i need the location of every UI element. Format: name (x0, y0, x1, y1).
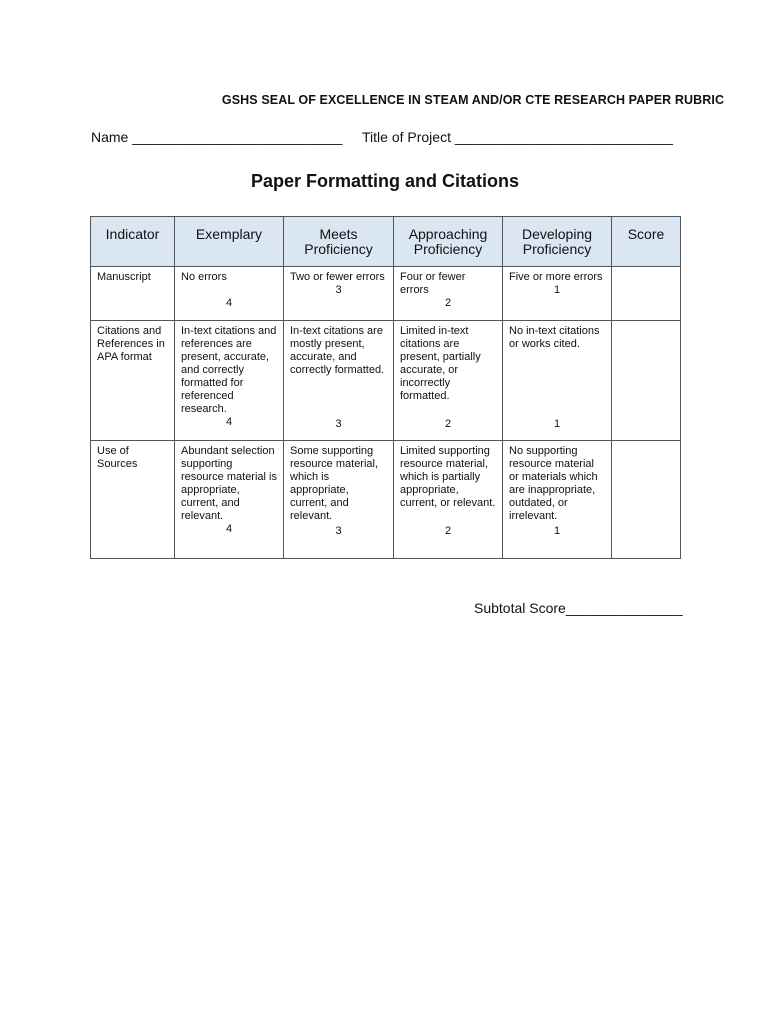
section-title (0, 171, 770, 192)
exemplary-description: No errors (181, 271, 227, 283)
header-exemplary: Exemplary (175, 217, 284, 267)
exemplary-cell (175, 267, 284, 321)
exemplary-description: Abundant selection supporting resource material is appropriate, current, and relevant. (181, 445, 277, 522)
table-row (91, 441, 681, 559)
approaching-description: Limited supporting resource material, which is partially appropriate, current, or relevant. (400, 445, 496, 509)
meets-points: 3 (335, 418, 342, 430)
developing-points: 1 (553, 284, 561, 296)
document-title (0, 93, 770, 107)
approaching-cell (394, 267, 503, 321)
developing-points: 1 (553, 418, 561, 430)
developing-cell (503, 267, 612, 321)
header-developing: Developing Proficiency (503, 217, 612, 267)
developing-description: Five or more errors (509, 271, 603, 283)
exemplary-points: 4 (225, 297, 233, 309)
developing-description: No in-text citations or works cited. (509, 325, 600, 350)
approaching-cell (394, 441, 503, 559)
indicator-label: Use of Sources (97, 445, 138, 470)
indicator-cell (91, 321, 175, 441)
exemplary-cell (175, 441, 284, 559)
exemplary-points: 4 (225, 523, 233, 535)
document-title-text: GSHS SEAL OF EXCELLENCE IN STEAM AND/OR CTE RESEARCH PAPER RUBRIC (221, 93, 725, 107)
header-meets: Meets Proficiency (284, 217, 394, 267)
name-field: Name ___________________________ (91, 129, 343, 145)
subtotal-score: Subtotal Score_______________ (474, 600, 683, 616)
exemplary-description: In-text citations and references are present, accurate, and correctly formatted for referenced research. (181, 325, 277, 415)
indicator-label: Manuscript (97, 271, 151, 283)
score-cell[interactable] (612, 321, 681, 441)
developing-cell (503, 321, 612, 441)
indicator-label: Citations and References in APA format (97, 325, 165, 363)
meets-cell (284, 267, 394, 321)
meets-description: Some supporting resource material, which is appropriate, current, and relevant. (290, 445, 379, 522)
approaching-description: Four or fewer errors (400, 271, 466, 296)
approaching-points: 2 (444, 297, 452, 309)
meets-description: Two or fewer errors (290, 271, 385, 283)
score-cell[interactable] (612, 441, 681, 559)
header-row (91, 217, 681, 267)
developing-points: 1 (553, 525, 561, 537)
rubric-table (90, 216, 681, 559)
table-row (91, 321, 681, 441)
meets-points: 3 (335, 284, 342, 296)
indicator-cell (91, 267, 175, 321)
meets-points: 3 (335, 525, 342, 537)
header-score: Score (612, 217, 681, 267)
approaching-points: 2 (444, 525, 452, 537)
approaching-cell (394, 321, 503, 441)
meets-cell (284, 321, 394, 441)
meets-cell (284, 441, 394, 559)
indicator-cell (91, 441, 175, 559)
approaching-points: 2 (444, 418, 452, 430)
developing-cell (503, 441, 612, 559)
section-title-text: Paper Formatting and Citations (250, 171, 520, 191)
header-indicator: Indicator (91, 217, 175, 267)
header-approaching: Approaching Proficiency (394, 217, 503, 267)
meets-description: In-text citations are mostly present, accurate, and correctly formatted. (290, 325, 385, 376)
score-cell[interactable] (612, 267, 681, 321)
developing-description: No supporting resource material or materials which are inappropriate, outdated, or irrelevant. (509, 445, 598, 522)
project-title-field: Title of Project ____________________________ (362, 129, 673, 145)
approaching-description: Limited in-text citations are present, partially accurate, or incorrectly formatted. (400, 325, 481, 402)
exemplary-cell (175, 321, 284, 441)
exemplary-points: 4 (225, 416, 233, 428)
table-row (91, 267, 681, 321)
